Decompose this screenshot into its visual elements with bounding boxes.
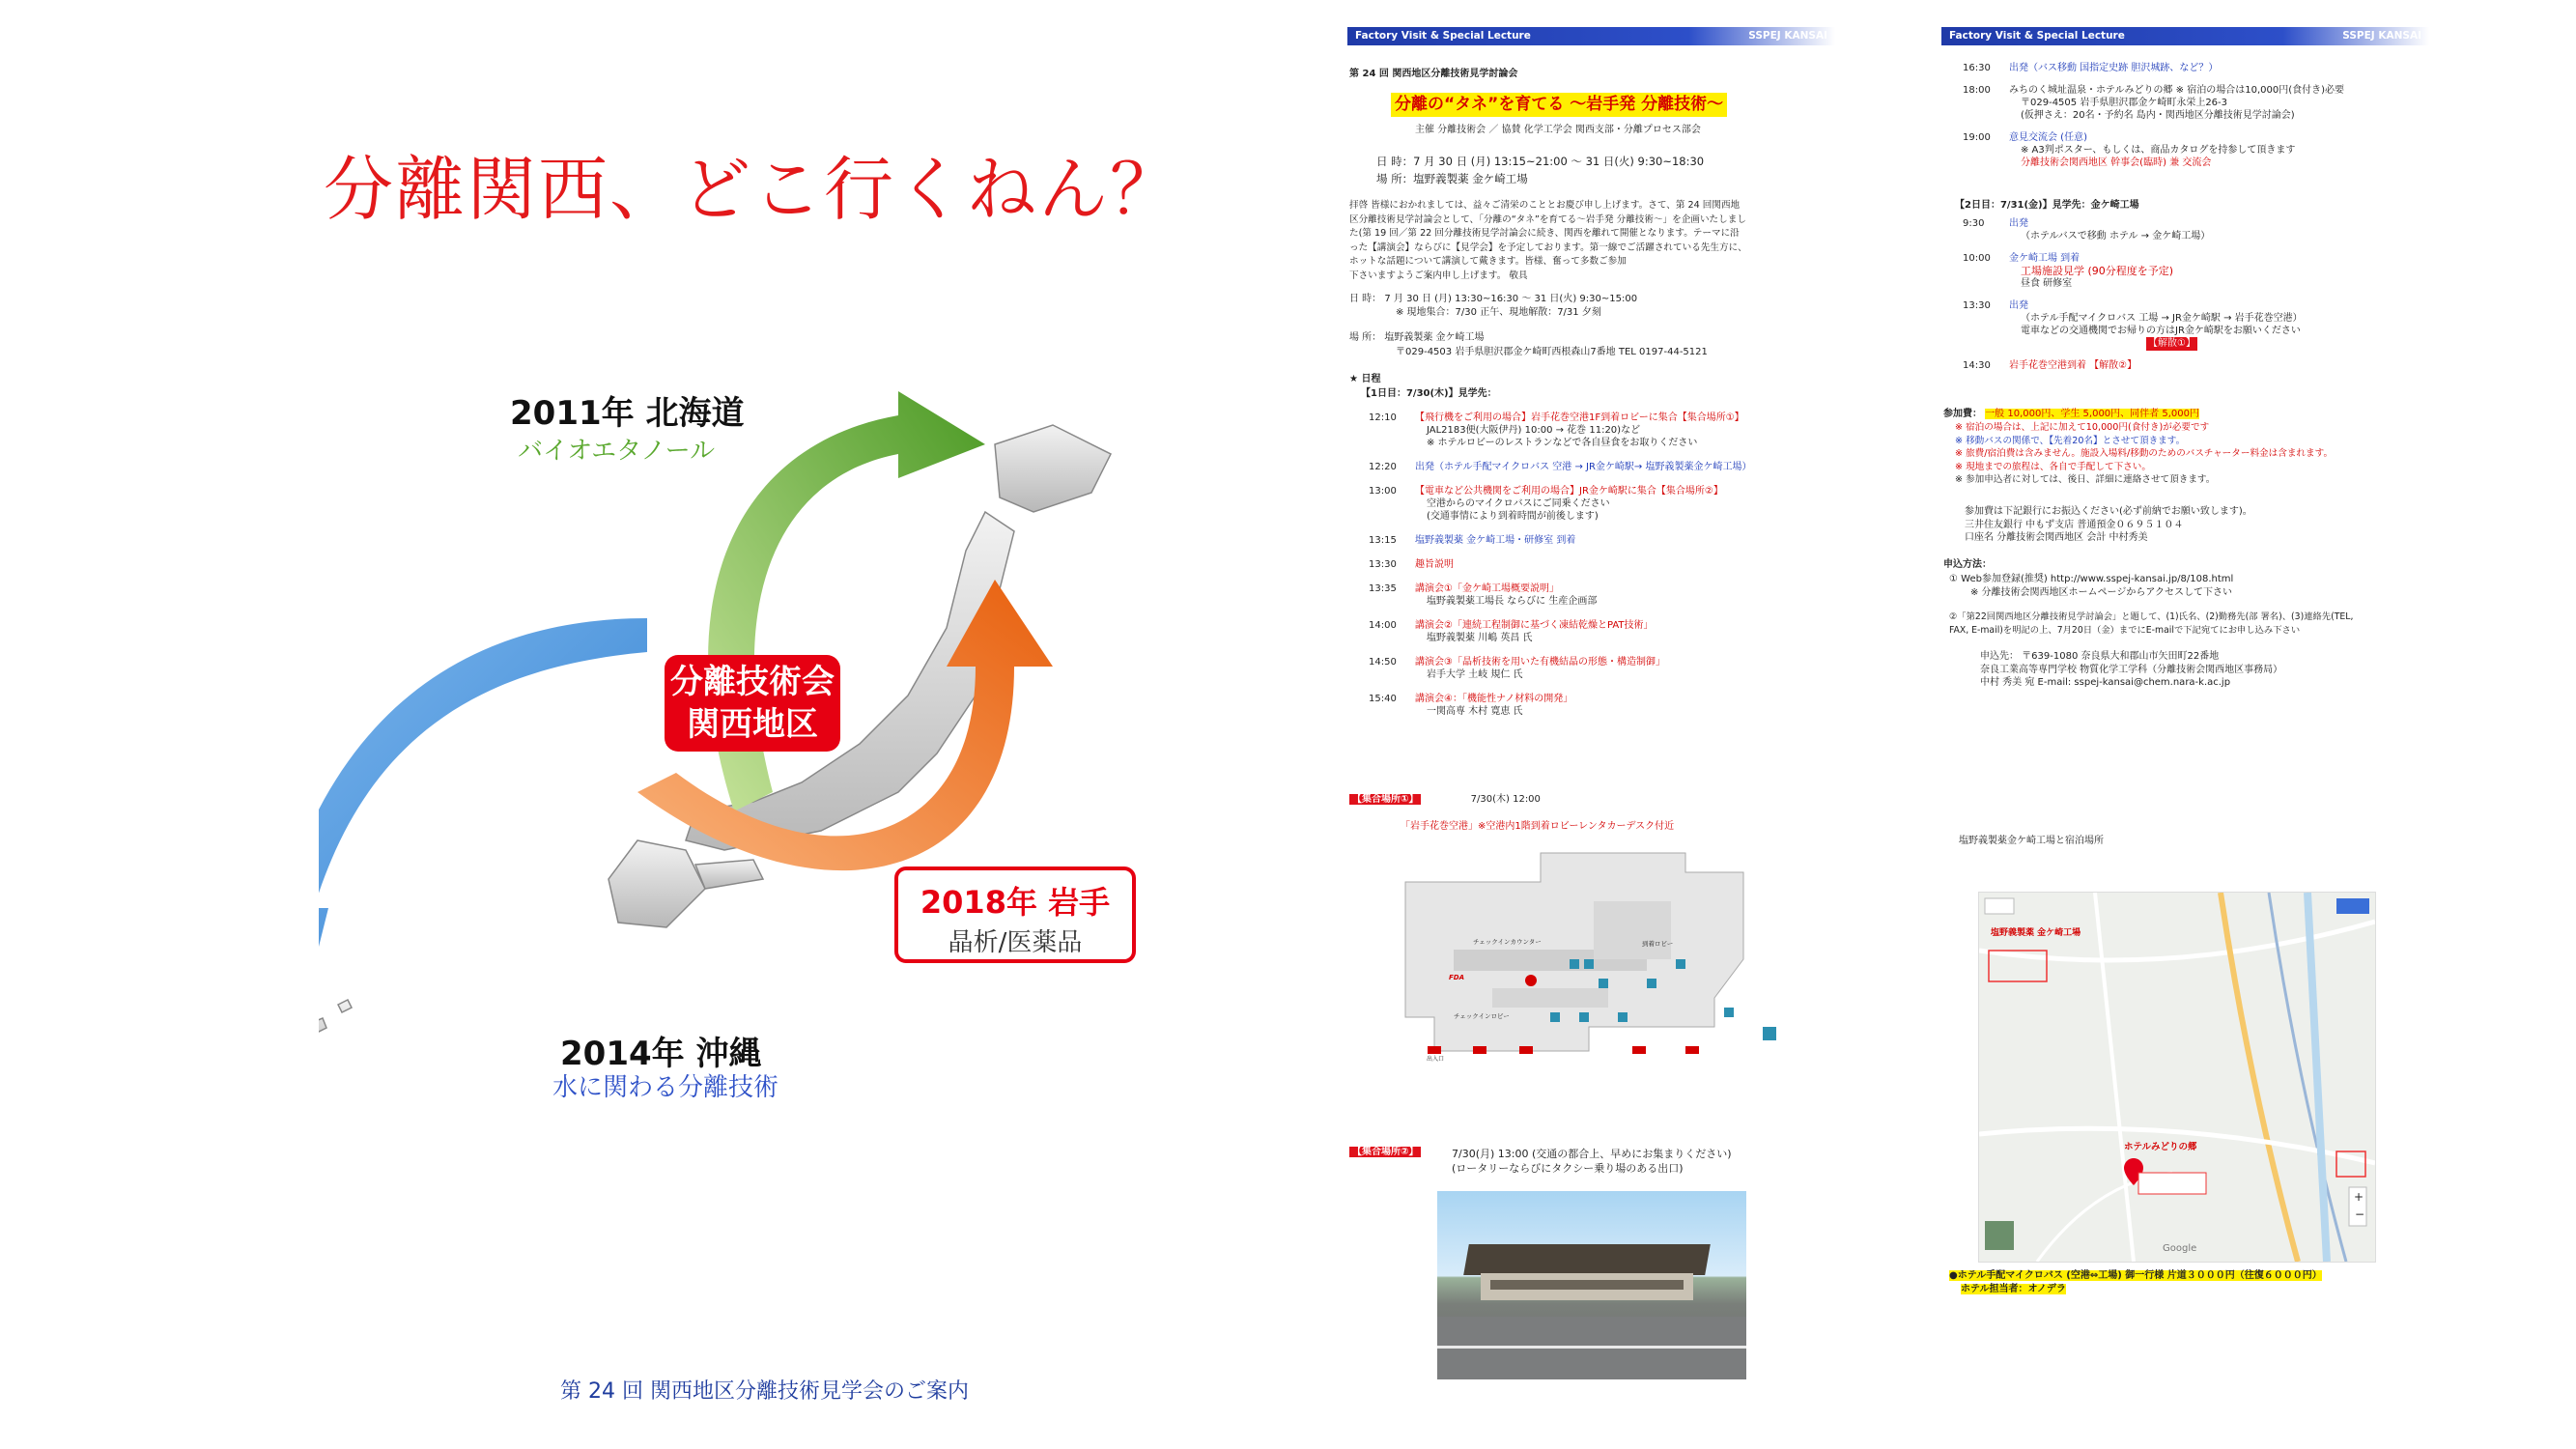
page1-header-right: SSPEJ KANSAI (1748, 30, 1827, 43)
schedule-line: 講演会②「連続工程制御に基づく凍結乾燥とPAT技術」 (1415, 620, 1654, 631)
fda-label: FDA (1449, 974, 1465, 981)
schedule-time: 14:30 (1963, 360, 1991, 371)
fee-value: 一般 10,000円、学生 5,000円、同伴者 5,000円 (1985, 409, 2199, 419)
schedule-line: (仮押さえ：20名・予約名 島内・関西地区分離技術見学討論会) (2021, 110, 2295, 121)
schedule-time: 14:50 (1369, 657, 1397, 668)
fee-notes (1955, 421, 2333, 487)
schedule-time: 13:35 (1369, 583, 1397, 594)
intro-line: った【講演会】ならびに【見学会】を予定しております。第一線でご活躍されている先生方に、 (1349, 242, 1747, 253)
iwate-year: 2018年 岩手 (920, 884, 1111, 921)
schedule-time: 10:00 (1963, 253, 1991, 264)
schedule-line: ※ ホテルロビーのレストランなどで各自昼食をお取りください (1427, 438, 1698, 448)
iwate-topic: 晶析/医薬品 (948, 928, 1083, 957)
day2-label: 【2日目：7/31(金)】見学先：金ケ崎工場 (1955, 200, 2139, 211)
fee-row (1943, 408, 2199, 421)
schedule-time: 13:30 (1369, 559, 1397, 570)
document-page-2 (1941, 27, 2429, 1437)
schedule-line: （ホテル手配マイクロバス 工場 → JR金ケ崎駅 → 岩手花巻空港） (2021, 313, 2303, 324)
arrival-lobby-label: 到着ロビー (1642, 940, 1674, 948)
intro-text (1349, 199, 1832, 283)
map-zoom-in[interactable]: + (2354, 1190, 2364, 1204)
intro-line: 区分離技術見学討論会として、「分離の“タネ”を育てる～岩手発 分離技術～」を企画いたしまし (1349, 213, 1746, 225)
fee-note: ※ 現地までの旅程は、各自で手配して下さい。 (1955, 461, 2151, 472)
fee-note: ※ 旅費/宿泊費は含みません。施設入場料/移動のためのバスチャーター料金は含まれます。 (1955, 448, 2334, 459)
event-name: 第 24 回 関西地区分離技術見学討論会 (1349, 69, 1518, 79)
event-catch: 分離の“タネ”を育てる ～岩手発 分離技術～ (1391, 93, 1727, 117)
schedule-time: 16:30 (1963, 63, 1991, 73)
page2-header-left: Factory Visit & Special Lecture (1949, 30, 2125, 43)
schedule-line: 一関高専 木村 寛恵 氏 (1427, 706, 1523, 717)
bank-line: 参加費は下記銀行にお振込ください(必ず前納でお願い致します)。 (1965, 506, 2252, 517)
document-page-1 (1347, 27, 1835, 1437)
schedule-time: 14:00 (1369, 620, 1397, 631)
schedule-line: 工場施設見学 (90分程度を予定) (2021, 265, 2174, 277)
page1-header (1347, 27, 1835, 45)
meet1-time: 7/30(木) 12:00 (1470, 794, 1541, 805)
schedule-time: 13:15 (1369, 535, 1397, 546)
bus-note-text: ●ホテル手配マイクロバス (空港⇔工場) 御一行様 片道３０００円（往復６０００円） (1949, 1270, 2322, 1281)
schedule-time: 19:00 (1963, 132, 1991, 143)
kansai-badge-line1: 分離技術会 (670, 663, 835, 701)
hokkaido-topic: バイオエタノール (518, 437, 716, 466)
date2-note: ※ 現地集合：7/30 正午、現地解散：7/31 夕刻 (1396, 307, 1601, 318)
schedule-line: 電車などの交通機関でお帰りの方はJR金ケ崎駅をお願いください (2021, 326, 2301, 336)
slide-panel (0, 0, 1275, 1449)
schedule-line: 塩野義製薬工場長 ならびに 生産企画部 (1427, 596, 1598, 607)
map-google-logo: Google (2163, 1243, 2197, 1254)
place2: 場 所： 塩野義製薬 金ケ崎工場 (1349, 332, 1485, 343)
schedule-line: 【解散①】 (2148, 338, 2195, 349)
place-line: 場 所：塩野義製薬 金ケ崎工場 (1376, 172, 1528, 185)
apply-web-note: ※ 分離技術会関西地区ホームページからアクセスして下さい (1970, 587, 2233, 598)
date-line: 日 時：7 月 30 日 (月) 13:15~21:00 ～ 31 日(火) 9:30~18:30 (1376, 155, 1705, 168)
meet1-row (1349, 793, 1541, 807)
schedule-line: みちのく城址温泉・ホテルみどりの郷 ※ 宿泊の場合は10,000円(食付き)必要 (2009, 85, 2345, 96)
schedule-time: 13:00 (1369, 486, 1397, 497)
schedule-line: 意見交流会 (任意) (2009, 132, 2087, 143)
road-line (1437, 1346, 1746, 1349)
page1-header-left: Factory Visit & Special Lecture (1355, 30, 1531, 43)
contact-line: 申込先： 〒639-1080 奈良県大和郡山市矢田町22番地 (1980, 651, 2220, 662)
fee-note: ※ 移動バスの関係で、【先着20名】とさせて頂きます。 (1955, 435, 2186, 446)
schedule-line: ※ A3判ポスター、もしくは、商品カタログを持参して頂きます (2021, 145, 2296, 156)
date2: 日 時： 7 月 30 日 (月) 13:30~16:30 ～ 31 日(火) 9:30~15:00 (1349, 294, 1638, 304)
map-roads (1979, 893, 2375, 1262)
hokkaido-year: 2011年 北海道 (510, 394, 745, 433)
schedule-line: 出発 (2009, 300, 2028, 311)
day1-label: 【1日目：7/30(木)】見学先： (1361, 388, 1497, 399)
schedule-line: 出発 (2009, 218, 2028, 229)
schedule-line: 〒029-4505 岩手県胆沢郡金ケ崎町永栄上26-3 (2021, 98, 2228, 108)
schedule-time: 18:00 (1963, 85, 1991, 96)
schedule-line: 岩手大学 土岐 規仁 氏 (1427, 669, 1523, 680)
apply-label: 申込方法： (1943, 559, 1992, 570)
station-photo (1437, 1191, 1746, 1379)
schedule-line: JAL2183便(大阪伊丹) 10:00 → 花巻 11:20)など (1427, 425, 1641, 436)
google-map[interactable] (1978, 892, 2376, 1263)
bus-note-2 (1961, 1283, 2066, 1296)
contact-line: 中村 秀美 宛 E-mail: sspej-kansai@chem.nara-k.ac.jp (1980, 677, 2231, 688)
schedule-line: 空港からのマイクロバスにご同乗ください (1427, 498, 1610, 509)
fee-note: ※ 宿泊の場合は、上記に加えて10,000円(食付き)が必要です (1955, 422, 2210, 433)
schedule-line: （ホテルバスで移動 ホテル → 金ケ崎工場） (2021, 231, 2211, 242)
airport-floor-plan (1396, 843, 1782, 1065)
schedule-line: 塩野義製薬 金ケ崎工場・研修室 到着 (1415, 535, 1576, 546)
station-roof (1463, 1244, 1711, 1275)
meet2-line: 7/30(月) 13:00 (交通の都合上、早めにお集まりください) (1452, 1148, 1732, 1160)
airport-floor-map (1396, 843, 1782, 1065)
map-zoom-out[interactable]: − (2355, 1208, 2365, 1221)
intro-line: 拝啓 皆様におかれましては、益々ご清栄のこととお慶び申し上げます。さて、第 24 回関西地 (1349, 200, 1741, 211)
schedule-line: 出発（ホテル手配マイクロバス 空港 → JR金ケ崎駅→ 塩野義製薬金ケ崎工場） (1415, 462, 1752, 472)
meet2-tag: 【集合場所②】 (1349, 1147, 1421, 1157)
schedule-line: 金ケ崎工場 到着 (2009, 253, 2081, 264)
meet1-desc: 「岩手花巻空港」※空港内1階到着ロビーレンタカーデスク付近 (1401, 821, 1675, 832)
apply-web[interactable]: ① Web参加登録(推奨) http://www.sspej-kansai.jp/8/108.html (1949, 574, 2234, 584)
meet1-tag: 【集合場所①】 (1349, 794, 1421, 805)
okinawa-year: 2014年 沖縄 (560, 1035, 762, 1073)
schedule-label: ★ 日程 (1349, 374, 1381, 384)
schedule-line: 【飛行機をご利用の場合】岩手花巻空港1F到着ロビーに集合【集合場所①】 (1415, 412, 1744, 423)
schedule-line: 趣旨説明 (1415, 559, 1454, 570)
apply-email-line: FAX, E-mail)を明記の上、7月20日（金）までにE-mailで下記宛てにお申し込み下さい (1949, 624, 2301, 636)
page2-header-right: SSPEJ KANSAI (2342, 30, 2421, 43)
bus-note (1949, 1269, 2322, 1283)
schedule-line: 塩野義製薬 川嶋 英昌 氏 (1427, 633, 1533, 643)
bank-line: 口座名 分離技術会関西地区 会計 中村秀美 (1965, 532, 2148, 543)
bank-line: 三井住友銀行 中もず支店 普通預金０６９５１０４ (1965, 519, 2184, 530)
map-hotel-label: ホテルみどりの郷 (2124, 1142, 2197, 1152)
schedule-line: 分離技術会関西地区 幹事会(臨時) 兼 交流会 (2021, 157, 2212, 168)
schedule-line: 講演会④：「機能性ナノ材料の開発」 (1415, 694, 1573, 704)
map-factory-label: 塩野義製薬 金ケ崎工場 (1991, 928, 2081, 938)
intro-line: ホットな話題について講演して戴きます。皆様、奮って多数ご参加 (1349, 256, 1627, 267)
intro-line: 下さいますようご案内申し上げます。 敬具 (1349, 270, 1528, 281)
schedule-time: 12:20 (1369, 462, 1397, 472)
schedule-time: 15:40 (1369, 694, 1397, 704)
slide-footer: 第 24 回 関西地区分離技術見学会のご案内 (560, 1379, 969, 1404)
checkin-lobby-label: チェックインロビー (1454, 1012, 1510, 1020)
meet2-line: (ロータリーならびにタクシー乗り場のある出口) (1452, 1162, 1684, 1175)
bus-note2-text: ホテル担当者：オノデラ (1961, 1284, 2066, 1294)
intro-line: た(第 19 回／第 22 回分離技術見学討論会に続き、関西を離れて開催となります。テーマに沿 (1349, 228, 1740, 239)
schedule-line: 昼食 研修室 (2021, 278, 2073, 289)
exit-label: 出入口 (1427, 1056, 1445, 1063)
blue-arrow (319, 618, 647, 985)
schedule-line: 講演会①「金ケ崎工場概要説明」 (1415, 583, 1559, 594)
fee-note: ※ 参加申込者に対しては、後日、詳細に連絡させて頂きます。 (1955, 474, 2216, 485)
iwate-badge (894, 867, 1136, 963)
meet2-row (1349, 1146, 1421, 1159)
schedule-line: (交通事情により到着時間が前後します) (1427, 511, 1599, 522)
apply-email-line: ②「第22回関西地区分離技術見学討論会」と題して、(1)氏名、(2)勤務先(部 署名)、(3)連絡先(TEL, (1949, 611, 2354, 622)
schedule-line: 【電車など公共機関をご利用の場合】JR金ケ崎駅に集合【集合場所②】 (1415, 486, 1723, 497)
schedule-time: 13:30 (1963, 300, 1991, 311)
apply-email (1949, 611, 2353, 637)
map-title: 塩野義製薬金ケ崎工場と宿泊場所 (1959, 836, 2104, 846)
kansai-badge-line2: 関西地区 (687, 705, 818, 744)
schedule-line: 出発（バス移動 国指定史跡 胆沢城跡、など？） (2009, 63, 2219, 73)
station-windows (1490, 1280, 1684, 1290)
okinawa-topic: 水に関わる分離技術 (552, 1073, 779, 1102)
fee-label: 参加費： (1943, 409, 1982, 419)
slide-title: 分離関西、どこ行くねん？ (324, 149, 1182, 230)
organizer: 主催 分離技術会 ／ 協賛 化学工学会 関西支部・分離プロセス部会 (1415, 125, 1701, 135)
schedule-time: 12:10 (1369, 412, 1397, 423)
schedule-line: 講演会③「晶析技術を用いた有機結晶の形態・構造制御」 (1415, 657, 1665, 668)
kansai-badge (665, 655, 840, 752)
address: 〒029-4503 岩手県胆沢郡金ケ崎町西根森山7番地 TEL 0197-44-5121 (1396, 347, 1708, 357)
page2-header (1941, 27, 2429, 45)
schedule-time: 9:30 (1963, 218, 1985, 229)
contact-info (1980, 650, 2282, 690)
checkin-label: チェックインカウンター (1473, 938, 1542, 946)
contact-line: 奈良工業高等専門学校 物質化学工学科（分離技術会関西地区事務局） (1980, 664, 2283, 675)
bank-info (1965, 505, 2252, 545)
schedule-line: 岩手花巻空港到着 【解散②】 (2009, 360, 2137, 371)
